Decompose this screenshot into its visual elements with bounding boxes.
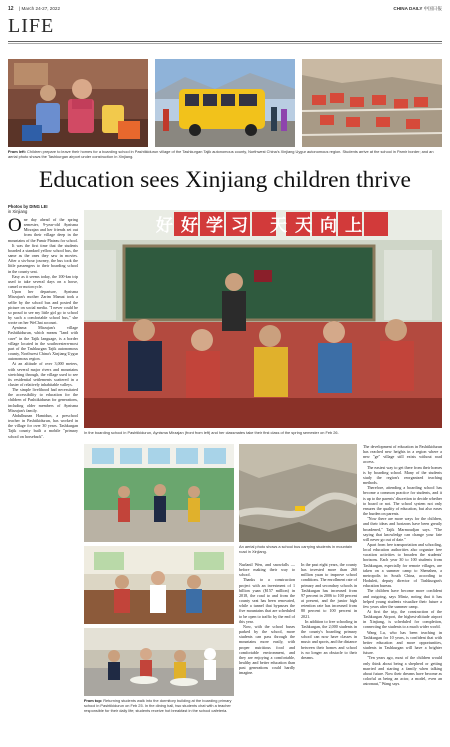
classroom-caption: In the boarding school in Pashtikidurun, Aynisma Mirzajan (front from left) and her classmates take their first class of the spring semester on Feb 26.: [84, 430, 339, 435]
photo-classroom: [84, 210, 442, 428]
section-title: LIFE: [8, 15, 55, 37]
section-rule-thin: [8, 43, 442, 44]
top-photo-caption: From left: Children prepare to leave their homes for a boarding school in Pashtikidurun village of the Tashkurgan Tajik autonomous county, Northwest China's Xinjiang Uygur autonomous region. Students arrive at the school in Pamir border; and an aerial photo shows the Tashkurgan airport under construction in Xinjiang.: [8, 149, 434, 159]
photo-aerial-construction: [302, 59, 442, 147]
photo-cafeteria-breakfast: [84, 628, 234, 696]
masthead-bar: [8, 5, 442, 14]
bottom-photos-caption: From top: Returning students walk into the dormitory building at the boarding primary school in Pashtikidurun on Feb 25. In the dining hall, two students chat with a teacher responsible for their daily life; students receive hot breakfast in the school cafeteria.: [84, 698, 232, 713]
article-column-1: One day ahead of the spring semester, 9-year-old Aynisma Mirzajan and her friends set out from their village deep in the mountains of the Pamir Plateau for school. It was the first time that the students boarded a standard yellow school bus, the same as the ones they saw in movies. After a six-hour journey, the bus took the little passengers to their boarding school in the county seat. Easy as it seems today, the 100-km trip used to take several days on a horse, camel or motorcycle. Upon her departure, Aynisma Mirzajan's mother Zarim Mamat took a selfie by the school bus and posted the picture on social media. "I never could be so proud to see my little girl go to school by such a comfortable school bus," she wrote on her WeChat account. Aynisma Mirzajan's village Pashtikidurun, which means "land with cave" in the Tajik language, is a border village located in the southwestern-most part of the Tashkurgan Tajik autonomous county, Northwest China's Xinjiang Uygur autonomous region. At an altitude of over 3,000 meters, with several major rivers and mountains stretching through, the village used to see its residential settlements scattered in a cluster of relatively inhabitable valleys. The simple livelihood had necessitated the accessibility to education for the children of Pashtikidurun for generations, including older members of Aynisma Mirzajan's family. Abdulhunan Hamidun, a preschool teacher in Pashtikidurun, has worked in the village for over 30 years. Tashkurgan Tajik county built a mobile "primary school on horseback".: [8, 217, 78, 439]
photo-dormitory-building: [84, 444, 234, 542]
aerial-bus-caption: An aerial photo shows a school bus carrying students in mountain road in Xinjiang.: [239, 544, 353, 554]
classroom-banner: 好好学习 天天向上: [156, 216, 370, 236]
publication-name: CHINA DAILY 中国日报: [393, 6, 442, 11]
page-number: 12: [8, 6, 14, 12]
drop-cap: O: [8, 217, 22, 236]
article-column-3: Nurlanil Wen, and snowfalls — before making their way to school. Thanks to a construction project with an investment of 1 billion yuan ($157 million) in 2018, the road to and from the county seat has been renovated, while a tunnel that bypasses the five mountains that are scheduled to be open to traffic by the end of this year. Now, with the school buses parked by the school, more students can pass through the mountains more easily, with proper nutritious food and comfortable environment, and they are enjoying a comfortable, healthy and better education than past generations could hardly imagine.: [239, 562, 295, 676]
headline: Education sees Xinjiang children thrive: [39, 167, 411, 193]
photo-aerial-bus-mountain: [239, 444, 357, 542]
issue-date: | March 24-27, 2022: [19, 6, 61, 11]
photo-children-luggage: [8, 59, 148, 147]
photo-school-bus: [155, 59, 295, 147]
section-rule: [8, 41, 442, 42]
article-column-4: In the past eight years, the county has invested more than 260 million yuan to improve school conditions. The enrollment rate of primary and secondary schools in Tashkurgan has increased from 97 percent in 2006 to 100 percent at present, and the junior high retention rate has increased from 80 percent to 100 percent in 2021. In addition to free schooling in Tashkurgan, the 2,000 students in the county's boarding primary school can now have classes in music and sports, and the distance between their homes and school is no longer an obstacle to their dreams.: [301, 562, 357, 660]
byline: Photos by DING LEI in Xinjiang: [8, 204, 48, 214]
article-column-5: The development of education in Pashtikidurun has reached new heights in a region where a new "ge" village still exists without road access. The easiest way to get there from their homes is by boarding school. Many of the students study the region's reorganized teaching methods. Therefore, attending a boarding school has become a common practice for students, and it is up to the parents' discretion to decide whether to board or not. The school system not only ensures the quality of education, but also eases the burden on parents. "Now there are more ways for the children, and their ideas and horizons have been greatly broadened," Tajik Marmoudjan says. "The saying that knowledge can change your fate will never go out of date." Apart from free transportation and schooling, local education authorities also organize free vacation activities to broaden the students' horizons. Each year 30 to 100 students from Tashkurgan, especially for remote villages, are taken on a summer camp to Shenzhen, a metropolis in South China, according to Hoduleti, deputy director of Tashkurgan's education bureau. The children have become more confident and outgoing, says Miniz, noting that it has helped young students visualize their future a few years after the summer camp. At first the trip, the construction of the Tashkurgan Airport, the highest-altitude airport in Xinjiang, is scheduled for completion, connecting the students to a much wider world. Wang Lu, who has been teaching in Tashkurgan for 10 years, is confident that with better education and more opportunities, students in Tashkurgan will have a brighter future. "Ten years ago, most of the children would only think about being a shepherd or getting married and starting a family when talking about future. Now their dreams have become as colorful as being an actor, a model, even an astronaut," Wang says.: [363, 444, 442, 687]
photo-dining-hall: [84, 546, 234, 624]
